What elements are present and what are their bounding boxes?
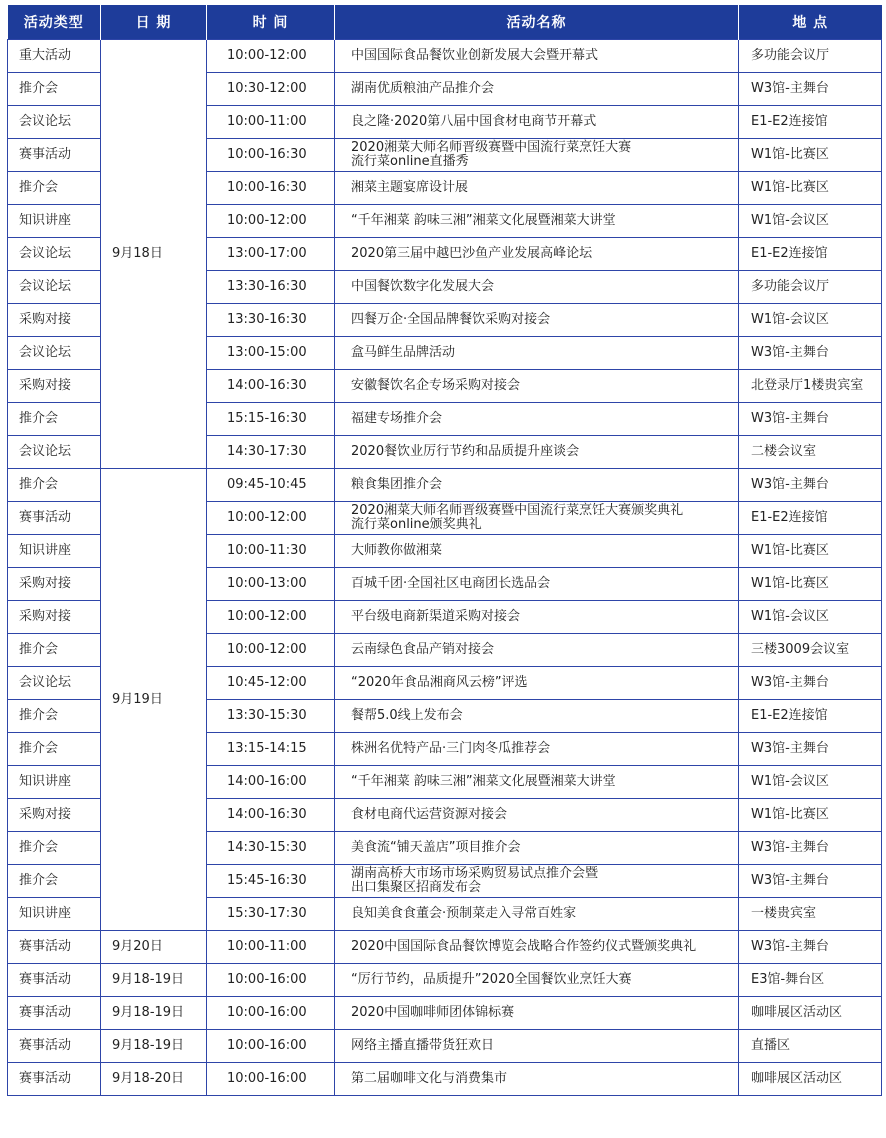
activity-name-cell [335,205,739,238]
time-cell: 13:30-15:30 [207,700,335,733]
location-cell: 咖啡展区活动区 [739,1063,882,1096]
location-cell: W3馆-主舞台 [739,667,882,700]
location-cell: W3馆-主舞台 [739,931,882,964]
activity-type-cell: 知识讲座 [8,535,101,568]
time-cell: 10:30-12:00 [207,73,335,106]
location-cell: E1-E2连接馆 [739,700,882,733]
location-cell: W3馆-主舞台 [739,733,882,766]
activity-name-cell [335,766,739,799]
header-location: 地 点 [739,5,882,40]
activity-type-cell: 推介会 [8,733,101,766]
header-date: 日 期 [101,5,207,40]
time-cell: 10:00-16:30 [207,172,335,205]
date-cell: 9月19日 [101,469,207,931]
location-cell: 直播区 [739,1030,882,1063]
activity-type-cell: 推介会 [8,403,101,436]
location-cell: 北登录厅1楼贵宾室 [739,370,882,403]
location-cell: 多功能会议厅 [739,40,882,73]
activity-type-cell: 推介会 [8,73,101,106]
activity-type-cell: 采购对接 [8,568,101,601]
activity-name-cell [335,469,739,502]
location-cell: 咖啡展区活动区 [739,997,882,1030]
activity-type-cell: 会议论坛 [8,106,101,139]
activity-type-cell: 知识讲座 [8,205,101,238]
activity-name-cell [335,502,739,535]
activity-type-cell: 推介会 [8,700,101,733]
activity-name-cell [335,865,739,898]
location-cell: W1馆-会议区 [739,601,882,634]
activity-type-cell: 赛事活动 [8,502,101,535]
activity-type-cell: 推介会 [8,832,101,865]
activity-name-line: 流行菜online颁奖典礼 [351,517,482,532]
activity-name-cell [335,964,739,997]
activity-name-line: 美食流“铺天盖店”项目推介会 [351,840,521,855]
location-cell: W3馆-主舞台 [739,403,882,436]
time-cell: 10:00-16:00 [207,1063,335,1096]
activity-name-cell [335,634,739,667]
header-time: 时 间 [207,5,335,40]
time-cell: 15:30-17:30 [207,898,335,931]
time-cell: 10:00-16:00 [207,964,335,997]
activity-type-cell: 赛事活动 [8,997,101,1030]
activity-name-cell [335,436,739,469]
activity-type-cell: 采购对接 [8,304,101,337]
location-cell: E3馆-舞台区 [739,964,882,997]
activity-name-cell [335,403,739,436]
location-cell: W3馆-主舞台 [739,337,882,370]
activity-name-line: 餐帮5.0线上发布会 [351,708,463,723]
location-cell: W1馆-会议区 [739,304,882,337]
activity-type-cell: 赛事活动 [8,1030,101,1063]
time-cell: 13:00-15:00 [207,337,335,370]
activity-name-cell [335,271,739,304]
activity-name-line: 第二届咖啡文化与消费集市 [351,1071,508,1086]
activity-type-cell: 会议论坛 [8,238,101,271]
time-cell: 09:45-10:45 [207,469,335,502]
time-cell: 13:00-17:00 [207,238,335,271]
time-cell: 14:00-16:30 [207,370,335,403]
table-row [8,1030,882,1063]
activity-type-cell: 采购对接 [8,799,101,832]
table-row [8,964,882,997]
date-cell: 9月18-19日 [101,964,207,997]
activity-name-cell [335,40,739,73]
activity-name-line: 盒马鲜生品牌活动 [351,345,456,360]
time-cell: 10:00-12:00 [207,634,335,667]
location-cell: W1馆-比赛区 [739,172,882,205]
schedule-table [7,5,882,1096]
location-cell: W1馆-会议区 [739,205,882,238]
table-row [8,469,882,502]
time-cell: 10:00-11:00 [207,106,335,139]
activity-type-cell: 赛事活动 [8,139,101,172]
activity-type-cell: 赛事活动 [8,964,101,997]
activity-type-cell: 推介会 [8,865,101,898]
activity-type-cell: 知识讲座 [8,898,101,931]
activity-type-cell: 赛事活动 [8,1063,101,1096]
date-cell: 9月18-19日 [101,1030,207,1063]
activity-name-line: 福建专场推介会 [351,411,443,426]
activity-name-line: 良之隆·2020第八届中国食材电商节开幕式 [351,114,597,129]
location-cell: 二楼会议室 [739,436,882,469]
location-cell: E1-E2连接馆 [739,238,882,271]
time-cell: 10:00-11:00 [207,931,335,964]
activity-name-cell [335,931,739,964]
activity-name-line: 湘菜主题宴席设计展 [351,180,469,195]
activity-type-cell: 推介会 [8,634,101,667]
location-cell: W1馆-比赛区 [739,139,882,172]
time-cell: 14:30-15:30 [207,832,335,865]
activity-name-line: 四餐万企·全国品牌餐饮采购对接会 [351,312,551,327]
time-cell: 10:00-11:30 [207,535,335,568]
activity-name-line: 2020湘菜大师名师晋级赛暨中国流行菜烹饪大赛 [351,140,632,155]
activity-name-cell [335,667,739,700]
activity-name-cell [335,139,739,172]
time-cell: 10:00-12:00 [207,601,335,634]
activity-name-line: 食材电商代运营资源对接会 [351,807,508,822]
activity-name-line: 株洲名优特产品·三门肉冬瓜推荐会 [351,741,551,756]
activity-name-cell [335,700,739,733]
activity-name-cell [335,601,739,634]
location-cell: 一楼贵宾室 [739,898,882,931]
schedule-body [8,40,882,1096]
location-cell: W3馆-主舞台 [739,469,882,502]
activity-name-cell [335,106,739,139]
activity-name-line: 湖南高桥大市场市场采购贸易试点推介会暨 [351,866,599,881]
table-row [8,1063,882,1096]
activity-name-line: “厉行节约，品质提升”2020全国餐饮业烹饪大赛 [351,972,632,987]
activity-name-line: 大师教你做湘菜 [351,543,443,558]
activity-name-line: 出口集聚区招商发布会 [351,880,482,895]
activity-name-line: 平台级电商新渠道采购对接会 [351,609,521,624]
activity-name-cell [335,370,739,403]
activity-name-line: 粮食集团推介会 [351,477,443,492]
time-cell: 15:45-16:30 [207,865,335,898]
activity-name-cell [335,73,739,106]
activity-name-line: 百城千团·全国社区电商团长选品会 [351,576,551,591]
location-cell: W3馆-主舞台 [739,832,882,865]
time-cell: 10:00-12:00 [207,205,335,238]
location-cell: 三楼3009会议室 [739,634,882,667]
location-cell: 多功能会议厅 [739,271,882,304]
time-cell: 13:15-14:15 [207,733,335,766]
time-cell: 10:45-12:00 [207,667,335,700]
location-cell: E1-E2连接馆 [739,106,882,139]
activity-type-cell: 会议论坛 [8,271,101,304]
time-cell: 10:00-16:30 [207,139,335,172]
activity-name-cell [335,1063,739,1096]
activity-name-line: 2020中国国际食品餐饮博览会战略合作签约仪式暨颁奖典礼 [351,939,697,954]
time-cell: 14:30-17:30 [207,436,335,469]
table-row [8,997,882,1030]
activity-name-line: 2020湘菜大师名师晋级赛暨中国流行菜烹饪大赛颁奖典礼 [351,503,684,518]
location-cell: W1馆-会议区 [739,766,882,799]
activity-name-line: 良知美食食董会·预制菜走入寻常百姓家 [351,906,577,921]
activity-type-cell: 赛事活动 [8,931,101,964]
activity-name-cell [335,535,739,568]
activity-name-cell [335,997,739,1030]
table-row [8,931,882,964]
time-cell: 10:00-13:00 [207,568,335,601]
date-cell: 9月18日 [101,40,207,469]
activity-name-line: 湖南优质粮油产品推介会 [351,81,495,96]
activity-name-cell [335,304,739,337]
activity-name-line: 网络主播直播带货狂欢日 [351,1038,495,1053]
date-cell: 9月18-19日 [101,997,207,1030]
activity-name-line: 中国餐饮数字化发展大会 [351,279,495,294]
activity-name-cell [335,733,739,766]
activity-name-line: 2020中国咖啡师团体锦标赛 [351,1005,515,1020]
activity-name-cell [335,568,739,601]
activity-name-line: 流行菜online直播秀 [351,154,469,169]
activity-type-cell: 推介会 [8,469,101,502]
location-cell: W3馆-主舞台 [739,865,882,898]
time-cell: 10:00-16:00 [207,1030,335,1063]
activity-type-cell: 会议论坛 [8,436,101,469]
activity-name-cell [335,799,739,832]
time-cell: 10:00-12:00 [207,502,335,535]
location-cell: W1馆-比赛区 [739,535,882,568]
time-cell: 14:00-16:00 [207,766,335,799]
time-cell: 10:00-16:00 [207,997,335,1030]
header-type: 活动类型 [8,5,101,40]
date-cell: 9月20日 [101,931,207,964]
location-cell: W1馆-比赛区 [739,799,882,832]
activity-type-cell: 重大活动 [8,40,101,73]
time-cell: 15:15-16:30 [207,403,335,436]
activity-name-line: 云南绿色食品产销对接会 [351,642,495,657]
activity-name-cell [335,172,739,205]
time-cell: 10:00-12:00 [207,40,335,73]
activity-type-cell: 推介会 [8,172,101,205]
activity-type-cell: 会议论坛 [8,667,101,700]
date-cell: 9月18-20日 [101,1063,207,1096]
activity-name-line: “千年湘菜 韵味三湘”湘菜文化展暨湘菜大讲堂 [351,213,616,228]
activity-name-cell [335,238,739,271]
location-cell: W1馆-比赛区 [739,568,882,601]
table-header-row [8,5,882,40]
activity-name-line: 中国国际食品餐饮业创新发展大会暨开幕式 [351,48,599,63]
activity-type-cell: 采购对接 [8,370,101,403]
activity-name-line: “2020年食品湘商风云榜”评选 [351,675,528,690]
activity-name-cell [335,832,739,865]
activity-type-cell: 知识讲座 [8,766,101,799]
table-row [8,40,882,73]
header-name: 活动名称 [335,5,739,40]
activity-name-line: “千年湘菜 韵味三湘”湘菜文化展暨湘菜大讲堂 [351,774,616,789]
location-cell: W3馆-主舞台 [739,73,882,106]
time-cell: 13:30-16:30 [207,271,335,304]
activity-type-cell: 会议论坛 [8,337,101,370]
activity-name-line: 安徽餐饮名企专场采购对接会 [351,378,521,393]
activity-name-line: 2020第三届中越巴沙鱼产业发展高峰论坛 [351,246,593,261]
activity-name-cell [335,337,739,370]
time-cell: 14:00-16:30 [207,799,335,832]
time-cell: 13:30-16:30 [207,304,335,337]
location-cell: E1-E2连接馆 [739,502,882,535]
activity-type-cell: 采购对接 [8,601,101,634]
activity-name-line: 2020餐饮业厉行节约和品质提升座谈会 [351,444,580,459]
activity-name-cell [335,1030,739,1063]
activity-name-cell [335,898,739,931]
